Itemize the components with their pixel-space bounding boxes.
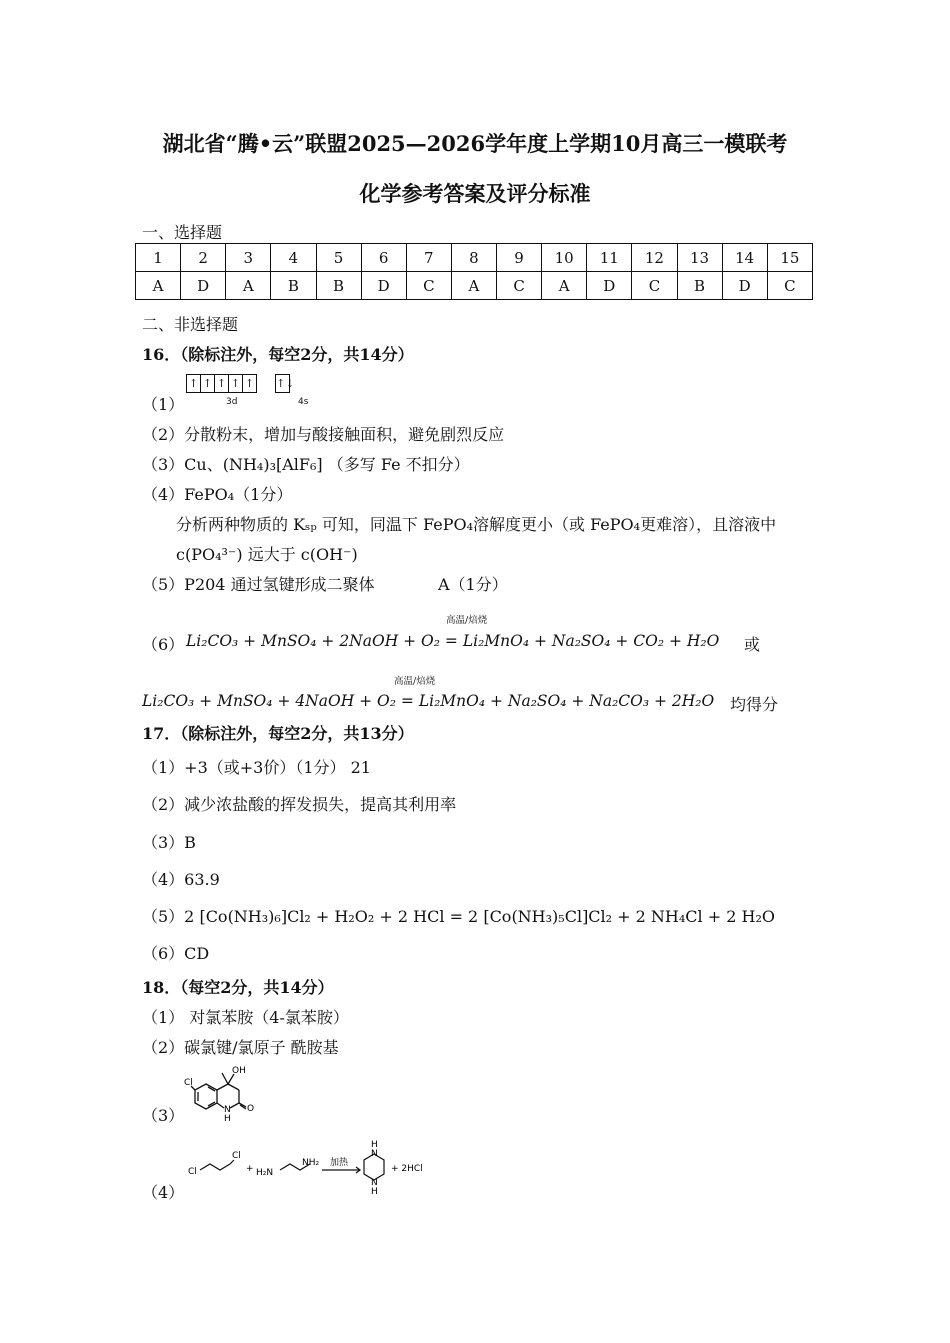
page-title: 湖北省“腾•云”联盟2025—2026学年度上学期10月高三一模联考 xyxy=(162,131,788,156)
q-number: 1 xyxy=(136,244,181,272)
equation-tail: 均得分 xyxy=(730,695,779,714)
q-number: 7 xyxy=(406,244,451,272)
orbital-label-3d: 3d xyxy=(226,397,238,407)
q17-answer-6: （6）CD xyxy=(142,944,210,963)
atom-cl-1: Cl xyxy=(188,1167,197,1177)
q16-answer-4: （4）FePO₄（1分） xyxy=(142,485,293,504)
q-number: 5 xyxy=(316,244,361,272)
q-answer: D xyxy=(722,272,767,300)
q16-answer-3: （3）Cu、(NH₄)₃[AlF₆] （多写 Fe 不扣分） xyxy=(142,455,470,474)
q18-answer-1: （1） 对氯苯胺（4-氯苯胺） xyxy=(142,1008,349,1027)
orbital-box-3d: ↑ xyxy=(242,374,257,393)
product-tail: + 2HCl xyxy=(391,1164,423,1174)
q16-answer-4-detail-2: c(PO₄³⁻) 远大于 c(OH⁻) xyxy=(176,545,358,564)
q17-answer-2: （2）减少浓盐酸的挥发损失，提高其利用率 xyxy=(142,795,457,814)
reaction-condition-1: 高温/焙烧 xyxy=(446,615,488,626)
q18-answer-3: （3） xyxy=(142,1106,185,1125)
section-2-label: 二、非选择题 xyxy=(142,315,239,334)
q17-heading: 17．（除标注外，每空2分，共13分） xyxy=(142,724,414,743)
q-answer: C xyxy=(767,272,812,300)
q-number: 15 xyxy=(767,244,812,272)
or-text: 或 xyxy=(744,635,761,654)
atom-nh2: NH₂ xyxy=(302,1158,320,1168)
q-answer: B xyxy=(271,272,316,300)
q-answer: B xyxy=(316,272,361,300)
answer-table xyxy=(135,243,813,300)
q16-answer-5-b: A（1分） xyxy=(438,575,508,594)
atom-h-top: H xyxy=(371,1140,378,1150)
q16-heading: 16．（除标注外，每空2分，共14分） xyxy=(142,345,414,364)
q18-heading: 18．（每空2分，共14分） xyxy=(142,978,334,997)
atom-h: H xyxy=(224,1114,231,1122)
atom-h2n: H₂N xyxy=(256,1168,274,1178)
q-number: 9 xyxy=(497,244,542,272)
q-answer: A xyxy=(136,272,181,300)
q-number: 6 xyxy=(361,244,406,272)
q-answer: A xyxy=(226,272,271,300)
equation-1: Li₂CO₃ + MnSO₄ + 2NaOH + O₂ = Li₂MnO₄ + Na₂SO₄ + CO₂ + H₂O xyxy=(186,632,720,650)
q-answer: A xyxy=(542,272,587,300)
q-answer: A xyxy=(451,272,496,300)
q-answer: B xyxy=(677,272,722,300)
q-number: 11 xyxy=(587,244,632,272)
equation-2: Li₂CO₃ + MnSO₄ + 4NaOH + O₂ = Li₂MnO₄ + Na₂SO₄ + Na₂CO₃ + 2H₂O xyxy=(142,692,715,710)
q17-answer-3: （3）B xyxy=(142,833,196,852)
atom-o: O xyxy=(247,1104,255,1114)
atom-n: N xyxy=(224,1105,231,1115)
q17-answer-4: （4）63.9 xyxy=(142,870,220,889)
answer-table-number-row xyxy=(136,244,813,272)
q-number: 10 xyxy=(542,244,587,272)
q18-answer-4: （4） xyxy=(142,1183,185,1202)
atom-n-top: N xyxy=(371,1149,378,1159)
q17-answer-5: （5）2 [Co(NH₃)₆]Cl₂ + H₂O₂ + 2 HCl = 2 [Co(NH₃)₅Cl]Cl₂ + 2 NH₄Cl + 2 H₂O xyxy=(142,907,775,926)
q16-answer-4-detail-1: 分析两种物质的 Kₛₚ 可知，同温下 FePO₄溶解度更小（或 FePO₄更难溶），且溶液中 xyxy=(176,515,777,534)
orbital-box-4s: ↑↓ xyxy=(275,374,290,393)
q16-answer-2: （2）分散粉末，增加与酸接触面积，避免剧烈反应 xyxy=(142,425,505,444)
q-answer: D xyxy=(361,272,406,300)
q-number: 13 xyxy=(677,244,722,272)
q-number: 8 xyxy=(451,244,496,272)
orbital-box-3d: ↑ xyxy=(228,374,243,393)
atom-oh: OH xyxy=(232,1066,246,1076)
orbital-label-4s: 4s xyxy=(298,397,309,407)
q-number: 14 xyxy=(722,244,767,272)
answer-table-answer-row xyxy=(136,272,813,300)
atom-cl: Cl xyxy=(184,1078,193,1088)
page-subtitle: 化学参考答案及评分标准 xyxy=(359,181,591,206)
orbital-box-3d: ↑ xyxy=(200,374,215,393)
q16-answer-1: （1） xyxy=(142,395,185,414)
reaction-condition-2: 高温/焙烧 xyxy=(394,676,436,687)
q16-answer-6-prefix: （6） xyxy=(142,635,185,654)
q-number: 4 xyxy=(271,244,316,272)
q16-answer-5: （5）P204 通过氢键形成二聚体 xyxy=(142,575,375,594)
section-1-label: 一、选择题 xyxy=(142,223,223,242)
q-answer: D xyxy=(181,272,226,300)
plus-sign: + xyxy=(246,1164,254,1174)
q-answer: D xyxy=(587,272,632,300)
q-answer: C xyxy=(632,272,677,300)
q-number: 2 xyxy=(181,244,226,272)
quinolinone-structure xyxy=(184,1062,274,1122)
q17-answer-1: （1）+3（或+3价）（1分） 21 xyxy=(142,758,371,777)
atom-n-bottom: N xyxy=(371,1178,378,1188)
orbital-box-3d: ↑ xyxy=(186,374,201,393)
arrow-label: 加热 xyxy=(330,1158,349,1168)
q18-answer-2: （2）碳氯键/氯原子 酰胺基 xyxy=(142,1038,339,1057)
q-answer: C xyxy=(497,272,542,300)
orbital-diagram xyxy=(186,372,295,393)
q-number: 3 xyxy=(226,244,271,272)
q-answer: C xyxy=(406,272,451,300)
orbital-box-3d: ↑ xyxy=(214,374,229,393)
q-number: 12 xyxy=(632,244,677,272)
atom-h-bottom: H xyxy=(371,1187,378,1196)
piperazine-synthesis-scheme xyxy=(188,1140,438,1196)
atom-cl-2: Cl xyxy=(232,1151,241,1161)
